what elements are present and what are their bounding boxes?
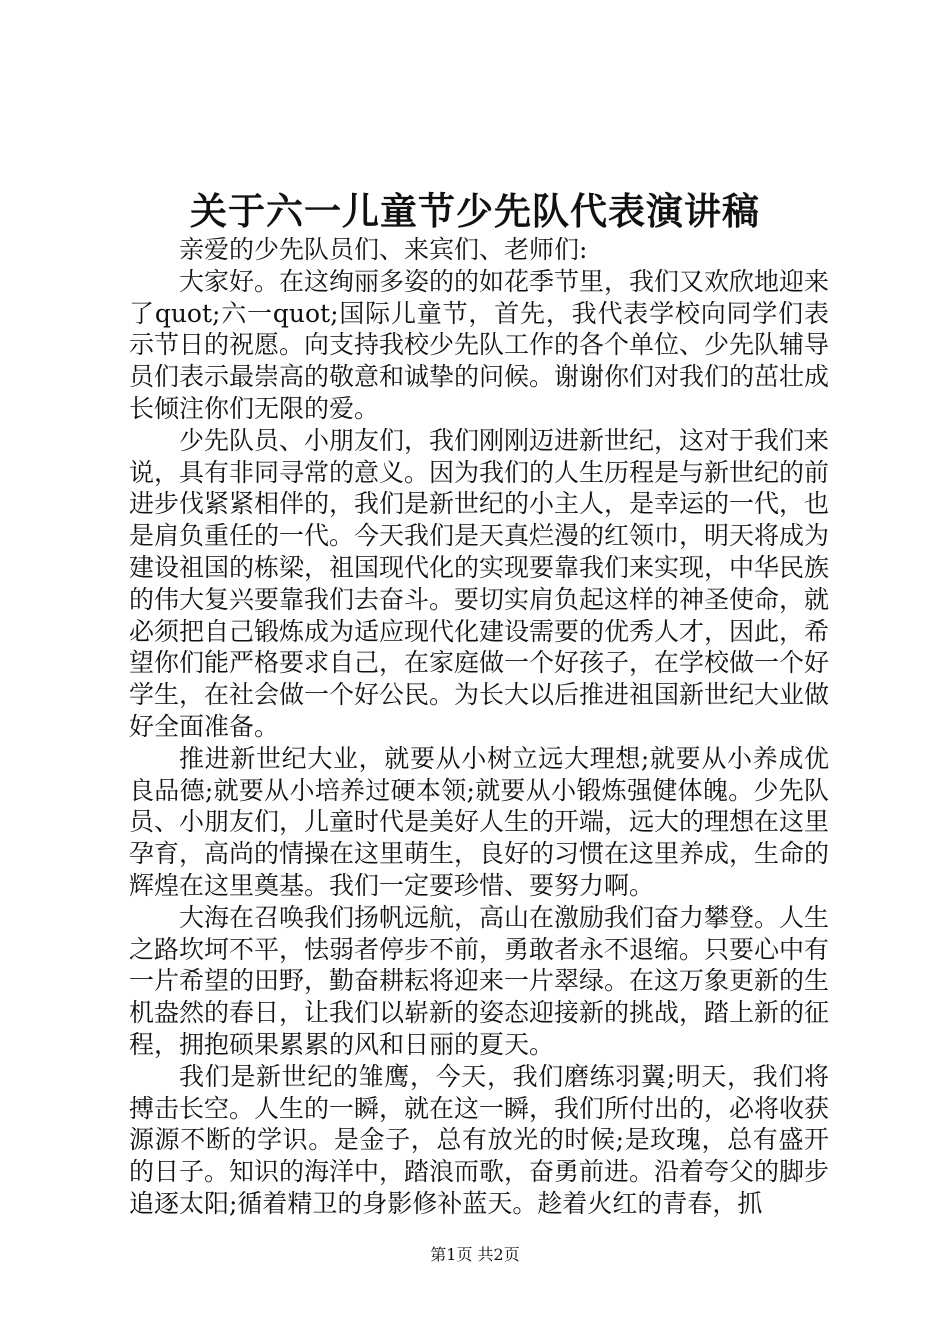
document-body [129,234,829,1220]
page-footer: 第1页 共2页 [430,1245,520,1264]
paragraph-greeting: 亲爱的少先队员们、来宾们、老师们: [179,235,588,264]
page-title: 关于六一儿童节少先队代表演讲稿 [190,189,760,233]
paragraph: 少先队员、小朋友们，我们刚刚迈进新世纪，这对于我们来说，具有非同寻常的意义。因为我们的人生历程是与新世纪的前进步伐紧紧相伴的，我们是新世纪的小主人，是幸运的一代，也是肩负重任的一代。今天我们是天真烂漫的红领巾，明天将成为建设祖国的栋梁，祖国现代化的实现要靠我们来实现，中华民族的伟大复兴要靠我们去奋斗。要切实肩负起这样的神圣使命，就必须把自己锻炼成为适应现代化建设需要的优秀人才，因此，希望你们能严格要求自己，在家庭做一个好孩子，在学校做一个好学生，在社会做一个好公民。为长大以后推进祖国新世纪大业做好全面准备。 [129,425,830,741]
paragraph: 推进新世纪大业，就要从小树立远大理想;就要从小养成优良品德;就要从小培养过硬本领;就要从小锻炼强健体魄。少先队员、小朋友们，儿童时代是美好人生的开端，远大的理想在这里孕育，高尚的情操在这里萌生，良好的习惯在这里养成，生命的辉煌在这里奠基。我们一定要珍惜、要努力啊。 [129,743,830,900]
paragraph: 我们是新世纪的雏鹰，今天，我们磨练羽翼;明天，我们将搏击长空。人生的一瞬，就在这一瞬，我们所付出的，必将收获源源不断的学识。是金子，总有放光的时候;是玫瑰，总有盛开的日子。知识的海洋中，踏浪而歌，奋勇前进。沿着夸父的脚步追逐太阳;循着精卫的身影修补蓝天。趁着火红的青春，抓 [129,1061,830,1218]
paragraph: 大家好。在这绚丽多姿的的如花季节里，我们又欢欣地迎来了quot;六一quot;国际儿童节，首先，我代表学校向同学们表示节日的祝愿。向支持我校少先队工作的各个单位、少先队辅导员们表示最崇高的敬意和诚挚的问候。谢谢你们对我们的茁壮成长倾注你们无限的爱。 [129,266,830,423]
paragraph: 大海在召唤我们扬帆远航，高山在激励我们奋力攀登。人生之路坎坷不平，怯弱者停步不前，勇敢者永不退缩。只要心中有一片希望的田野，勤奋耕耘将迎来一片翠绿。在这万象更新的生机盎然的春日，让我们以崭新的姿态迎接新的挑战，踏上新的征程，拥抱硕果累累的风和日丽的夏天。 [129,902,830,1059]
